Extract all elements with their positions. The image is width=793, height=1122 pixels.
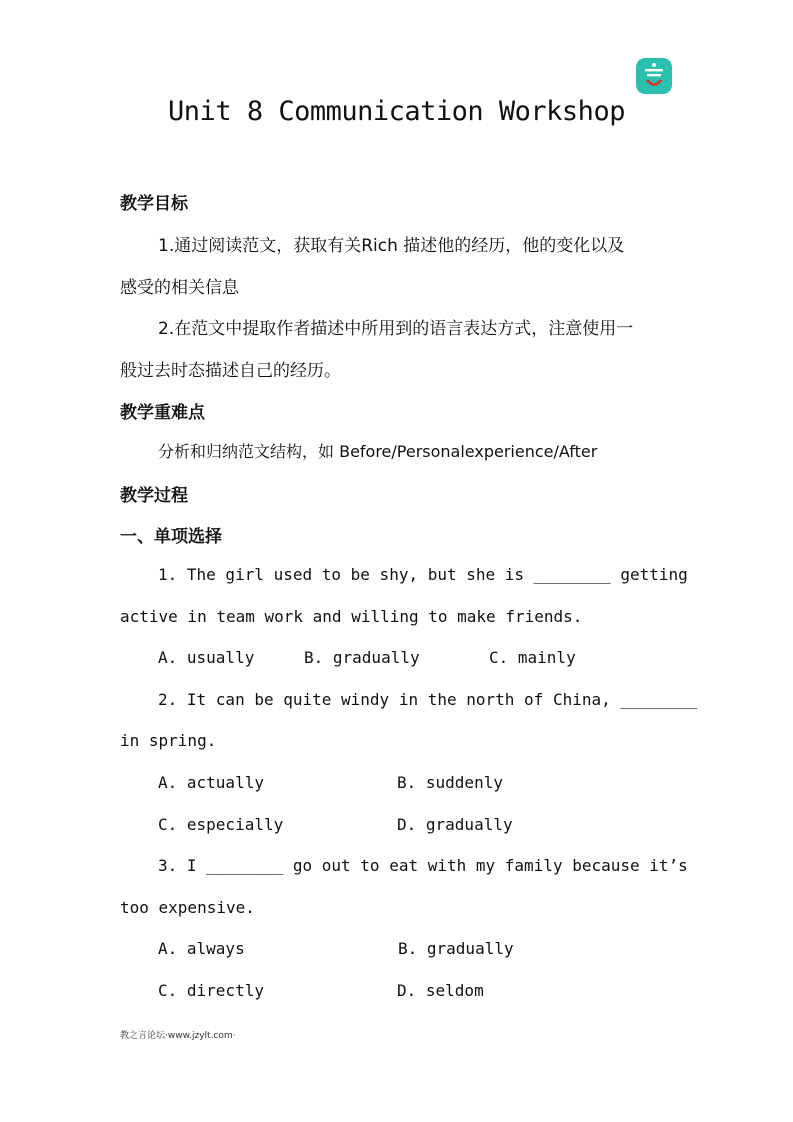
objective-2-line2: 般过去时态描述自己的经历。 (120, 361, 341, 381)
objectives-heading: 教学目标 (120, 194, 188, 214)
question-3-option-a: A. always (158, 939, 245, 958)
question-2-line1: 2. It can be quite windy in the north of China, ________ (158, 690, 698, 709)
objective-1-line2: 感受的相关信息 (120, 278, 239, 298)
question-3-line2: too expensive. (120, 898, 255, 917)
question-3-line1: 3. I ________ go out to eat with my family because it’s (158, 856, 688, 875)
question-1-option-c: C. mainly (489, 648, 576, 667)
objective-2-line1: 2.在范文中提取作者描述中所用到的语言表达方式，注意使用一 (158, 319, 634, 339)
key-points-heading: 教学重难点 (120, 403, 205, 423)
question-3-option-b: B. gradually (398, 939, 514, 958)
question-2-option-b: B. suddenly (397, 773, 503, 792)
question-1-option-a: A. usually (158, 648, 255, 667)
footer-text: 教之言论坛·www.jzylt.com· (120, 1031, 236, 1041)
question-2-line2: in spring. (120, 731, 217, 750)
question-3-option-c: C. directly (158, 981, 264, 1000)
question-3-option-d: D. seldom (397, 981, 484, 1000)
process-heading: 教学过程 (120, 486, 188, 506)
question-1-option-b: B. gradually (304, 648, 420, 667)
page-title: Unit 8 Communication Workshop (168, 96, 625, 127)
question-1-line1: 1. The girl used to be shy, but she is ________ getting (158, 565, 688, 584)
part1-heading: 一、单项选择 (120, 527, 222, 547)
key-points-text: 分析和归纳范文结构，如 Before/Personalexperience/After (158, 442, 598, 461)
brand-logo-icon (636, 58, 672, 94)
objective-1-line1: 1.通过阅读范文，获取有关Rich 描述他的经历，他的变化以及 (158, 236, 625, 256)
question-1-line2: active in team work and willing to make friends. (120, 607, 583, 626)
question-2-option-c: C. especially (158, 815, 284, 834)
question-2-option-a: A. actually (158, 773, 264, 792)
question-2-option-d: D. gradually (397, 815, 513, 834)
